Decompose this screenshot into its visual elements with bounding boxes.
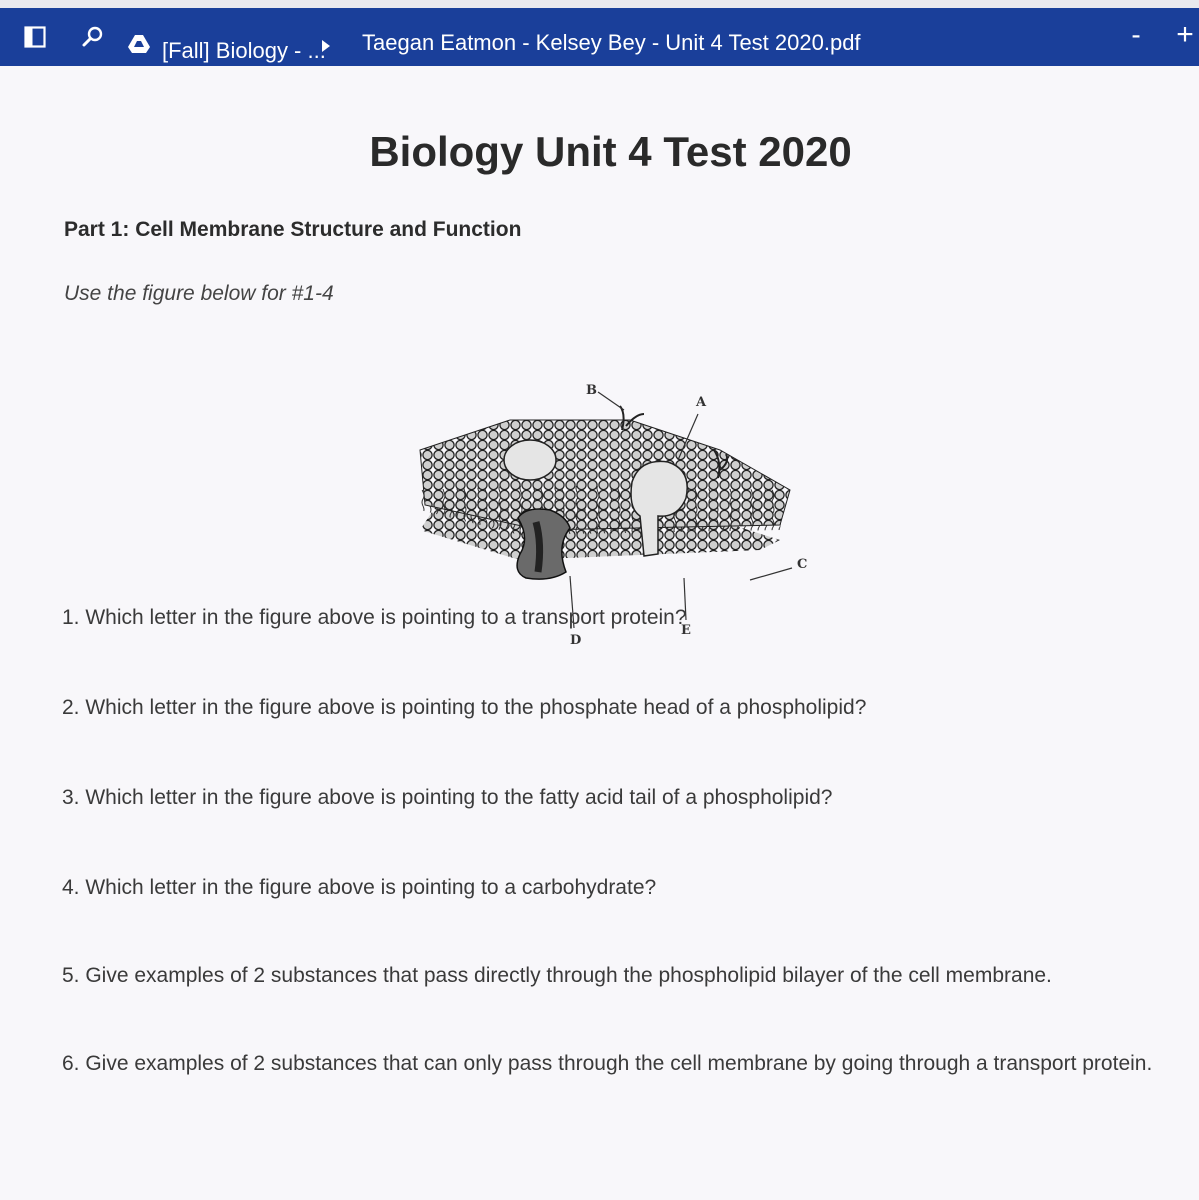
top-phospholipid-heads: [420, 420, 790, 530]
sidebar-toggle-button[interactable]: [20, 22, 50, 52]
surface-protein: [504, 440, 556, 480]
figure-label-a: A: [696, 395, 707, 410]
question-5: 5. Give examples of 2 substances that pass directly through the phospholipid bilayer of the cell membrane.: [62, 964, 1052, 987]
cell-membrane-figure: [400, 310, 820, 648]
search-button[interactable]: [78, 22, 108, 52]
transport-protein: [517, 509, 570, 579]
channel-pore: [536, 522, 540, 572]
question-4: 4. Which letter in the figure above is pointing to a carbohydrate?: [62, 876, 657, 899]
breadcrumb-folder[interactable]: [Fall] Biology - ...: [162, 38, 326, 63]
sidebar-icon: [24, 26, 46, 48]
search-icon: [81, 25, 105, 49]
page-title: Biology Unit 4 Test 2020: [369, 128, 852, 175]
breadcrumb-arrow-icon: [322, 40, 330, 52]
document-title: Taegan Eatmon - Kelsey Bey - Unit 4 Test 2020.pdf: [362, 30, 861, 55]
leader-line-c: [750, 568, 792, 580]
part-heading: Part 1: Cell Membrane Structure and Function: [64, 218, 522, 241]
window-top-strip: [0, 0, 1199, 8]
question-6: 6. Give examples of 2 substances that can only pass through the cell membrane by going through a transport protein.: [62, 1052, 1153, 1075]
figure-label-e: E: [681, 623, 691, 638]
figure-instruction: Use the figure below for #1-4: [64, 282, 334, 305]
pdf-page: [0, 66, 1199, 1200]
question-1: 1. Which letter in the figure above is pointing to a transport protein?: [62, 606, 687, 629]
figure-label-b: B: [586, 383, 597, 398]
pdf-viewer-toolbar: [0, 8, 1199, 66]
figure-label-d: D: [570, 633, 582, 648]
question-2: 2. Which letter in the figure above is pointing to the phosphate head of a phospholipid?: [62, 696, 867, 719]
leader-line-b: [598, 392, 624, 410]
figure-label-c: C: [797, 557, 808, 572]
question-3: 3. Which letter in the figure above is pointing to the fatty acid tail of a phospholipid?: [62, 786, 833, 809]
google-drive-icon: [127, 34, 151, 54]
zoom-in-button[interactable]: +: [1176, 18, 1194, 51]
zoom-out-button[interactable]: -: [1131, 19, 1141, 50]
